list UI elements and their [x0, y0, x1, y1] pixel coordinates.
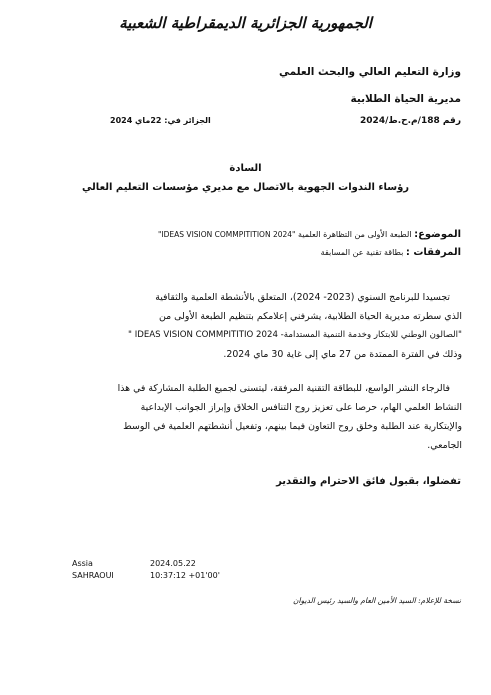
signature-timestamp [150, 558, 220, 582]
body-paragraph-2 [30, 379, 462, 455]
paragraph-line: والإبتكارية عند الطلبة وخلق روح التعاون فيما بينهم، وتفعيل أنشطتهم العلمية في الوسط [123, 421, 462, 432]
cc-line: نسخة للإعلام: السيد الأمين العام والسيد رئيس الديوان [292, 596, 461, 605]
subject-line [158, 229, 461, 240]
paragraph-line: وذلك في الفترة الممتدة من 27 ماي إلى غاية 30 ماي 2024. [223, 349, 462, 360]
signature-name [72, 558, 114, 582]
signature-last-name: SAHRAOUI [72, 571, 114, 580]
paragraph-line: "الصالون الوطني للابتكار وخدمة التنمية المستدامة- 2024 IDEAS VISION COMMPITITIO " [128, 330, 462, 340]
paragraph-line: تجسيدا للبرنامج السنوي (2023- 2024)، المتعلق بالأنشطة العلمية والثقافية [155, 292, 450, 303]
republic-header: الجمهورية الجزائرية الديمقراطية الشعبية [119, 14, 372, 32]
signature-date: 2024.05.22 [150, 559, 196, 568]
reference-number: رقم 188/م.ح.ط/2024 [360, 116, 461, 126]
paragraph-line: الذي سطرته مديرية الحياة الطلابية، يشرفني إعلامكم بتنظيم الطبعة الأولى من [159, 311, 462, 322]
closing-line: تفضلوا، بقبول فائق الاحترام والتقدير [276, 476, 461, 487]
directorate-name: مديرية الحياة الطلابية [350, 93, 461, 105]
attachments-label: المرفقات : [405, 247, 461, 258]
salutation: السادة [229, 163, 262, 174]
paragraph-line: النشاط العلمي الهام، حرصا على تعزيز روح التنافس الخلاق وإبراز الجوانب الإبداعية [140, 402, 462, 413]
recipients-line: رؤساء الندوات الجهوية بالاتصال مع مديري مؤسسات التعليم العالي [81, 182, 410, 193]
paragraph-line: الجامعي. [427, 440, 462, 451]
letter-date: الجزائر في: 22ماي 2024 [110, 116, 211, 125]
subject-text: الطبعة الأولى من التظاهرة العلمية [298, 230, 412, 239]
paragraph-line: فالرجاء النشر الواسع، للبطاقة التقنية المرفقة، ليتسنى لجميع الطلبة المشاركة في هذا [117, 383, 450, 394]
subject-label: الموضوع: [414, 229, 461, 240]
subject-event: "IDEAS VISION COMMPITITION 2024" [157, 230, 296, 239]
attachments-line [321, 247, 461, 258]
signature-time: 10:37:12 +01'00' [150, 571, 220, 580]
signature-first-name: Assia [72, 559, 93, 568]
ministry-name: وزارة التعليم العالي والبحث العلمي [278, 66, 461, 78]
attachments-text: بطاقة تقنية عن المسابقة [320, 248, 404, 257]
body-paragraph-1 [30, 288, 462, 364]
